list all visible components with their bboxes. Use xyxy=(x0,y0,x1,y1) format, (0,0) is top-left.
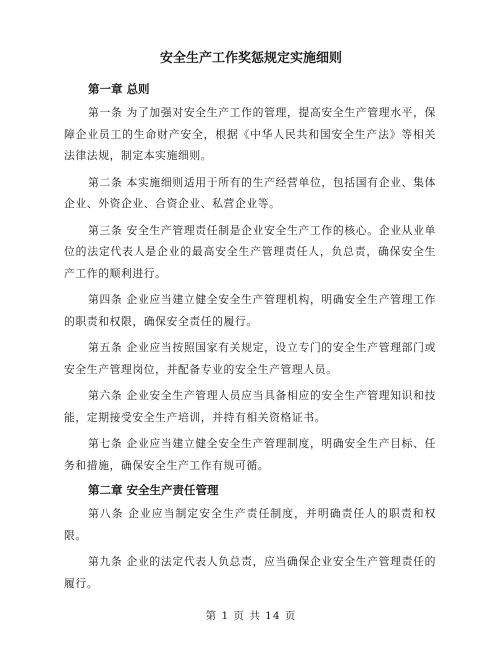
chapter-heading: 第一章 总则 xyxy=(88,82,150,96)
article-paragraph: 第八条 企业应当制定安全生产责任制度，并明确责任人的职责和权限。 xyxy=(64,507,436,542)
document-body xyxy=(64,80,436,599)
article-paragraph: 第九条 企业的法定代表人负总责，应当确保企业安全生产管理责任的履行。 xyxy=(64,555,436,590)
article-paragraph: 第七条 企业应当建立健全安全生产管理制度，明确安全生产目标、任务和措施，确保安全生产工作有规可循。 xyxy=(64,437,436,472)
article-paragraph: 第五条 企业应当按照国家有关规定，设立专门的安全生产管理部门或安全生产管理岗位，并配备专业的安全生产管理人员。 xyxy=(64,341,436,376)
article-paragraph: 第三条 安全生产管理责任制是企业安全生产工作的核心。企业从业单位的法定代表人是企业的最高安全生产管理责任人，负总责，确保安全生产工作的顺利进行。 xyxy=(64,223,436,280)
article-paragraph: 第二条 本实施细则适用于所有的生产经营单位，包括国有企业、集体企业、外资企业、合资企业、私营企业等。 xyxy=(64,175,436,210)
article-paragraph: 第六条 企业安全生产管理人员应当具备相应的安全生产管理知识和技能，定期接受安全生产培训，并持有相关资格证书。 xyxy=(64,389,436,424)
chapter-heading: 第二章 安全生产责任管理 xyxy=(88,483,219,497)
page-number-footer: 第 1 页 共 14 页 xyxy=(205,610,297,622)
article-paragraph: 第一条 为了加强对安全生产工作的管理，提高安全生产管理水平，保障企业员工的生命财产安全，根据《中华人民共和国安全生产法》等相关法律法规，制定本实施细则。 xyxy=(64,106,436,162)
document-title: 安全生产工作奖惩规定实施细则 xyxy=(159,51,342,66)
article-paragraph: 第四条 企业应当建立健全安全生产管理机构，明确安全生产管理工作的职责和权限，确保安全责任的履行。 xyxy=(64,293,436,328)
